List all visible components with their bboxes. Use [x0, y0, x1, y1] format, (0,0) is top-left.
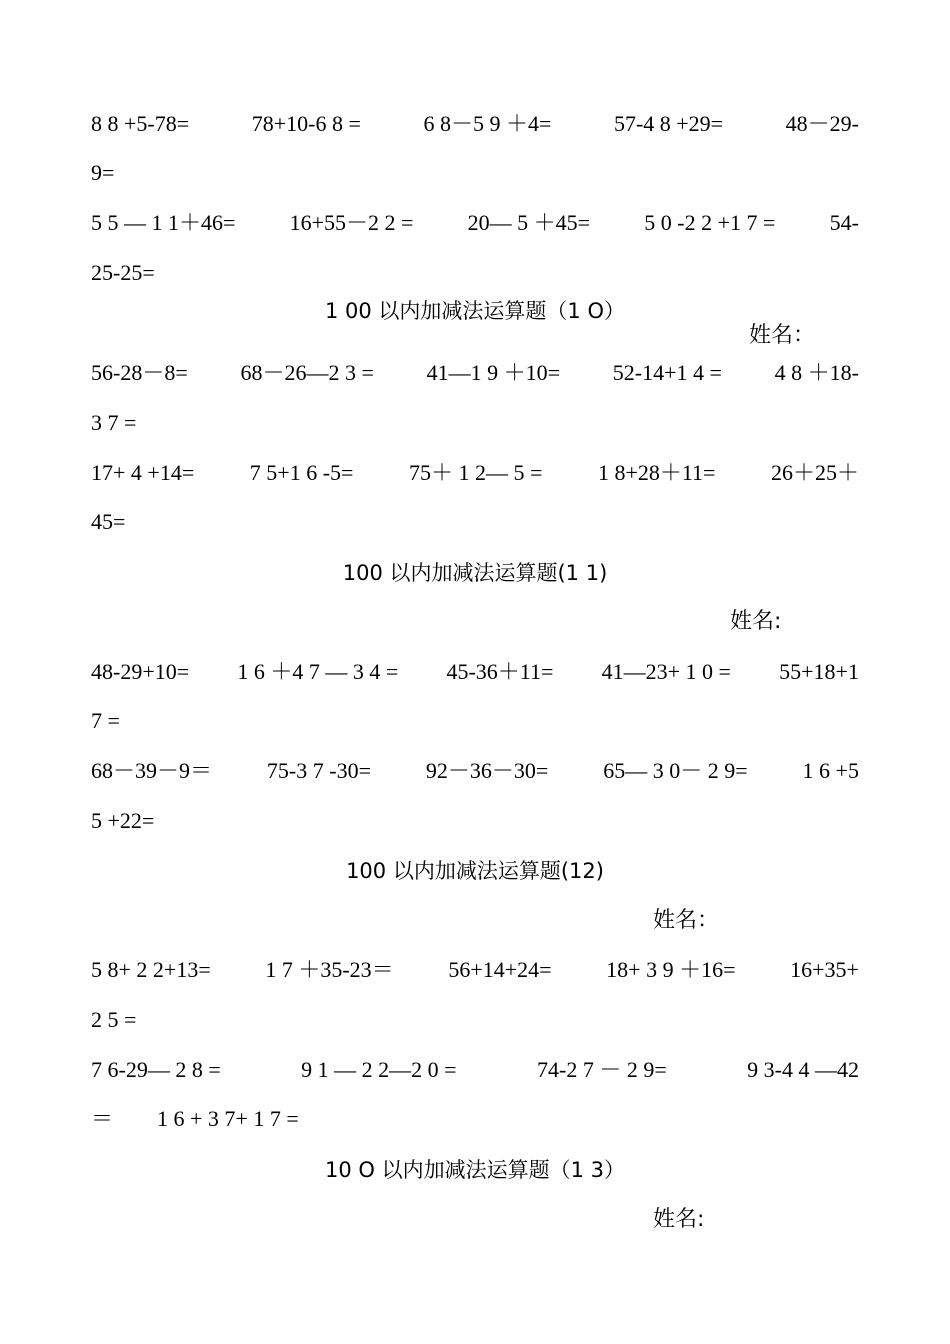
problem-wrap: 25-25=: [91, 260, 155, 285]
math-problem: 68－39－9＝: [91, 758, 213, 783]
math-problem: 17+ 4 +14=: [91, 460, 195, 485]
problem-row: [91, 358, 859, 388]
math-problem: 4 8 ＋18-: [774, 360, 859, 385]
problem-row: [91, 458, 859, 488]
math-problem: 48－29-: [785, 111, 859, 136]
name-label: 姓名：: [653, 908, 720, 933]
problem-row: [91, 1055, 859, 1085]
math-problem: 1 6 +5: [802, 758, 859, 783]
math-problem: 78+10-6 8 =: [251, 111, 361, 136]
section-title: 100 以内加减法运算题(12): [346, 859, 604, 883]
math-problem: 1 7 ＋35-23＝: [265, 957, 394, 982]
section-title: 100 以内加减法运算题(1 1): [342, 561, 608, 585]
problem-wrap: 3 7 =: [91, 410, 137, 435]
math-problem: 65— 3 0－ 2 9=: [603, 758, 748, 783]
math-problem: 54-: [829, 210, 859, 235]
math-problem: 1 8+28＋11=: [597, 460, 716, 485]
math-problem: 7 5+1 6 -5=: [249, 460, 354, 485]
problem-row: [91, 109, 859, 139]
math-problem: 16+55－2 2 =: [289, 210, 414, 235]
math-problem: 26＋25＋: [770, 460, 859, 485]
math-problem: 5 5 — 1 1＋46=: [91, 210, 236, 235]
problem-row: [91, 756, 859, 786]
problem-wrap: 5 +22=: [91, 808, 155, 833]
math-problem: 55+18+1: [779, 659, 859, 684]
math-problem: 56-28－8=: [91, 360, 188, 385]
math-problem: 57-4 8 +29=: [613, 111, 724, 136]
math-problem: 74-2 7 － 2 9=: [537, 1057, 667, 1082]
math-problem: 18+ 3 9 ＋16=: [606, 957, 736, 982]
problem-wrap: 2 5 =: [91, 1007, 137, 1032]
problem-wrap: 45=: [91, 509, 126, 534]
math-problem: 9 1 — 2 2—2 0 =: [301, 1057, 457, 1082]
math-problem: 6 8－5 9 ＋4=: [423, 111, 552, 136]
name-label: 姓名：: [749, 323, 816, 348]
math-problem: 75＋ 1 2— 5 =: [408, 460, 543, 485]
math-problem: 7 6-29— 2 8 =: [91, 1057, 221, 1082]
math-problem: 68－26—2 3 =: [240, 360, 374, 385]
math-problem: 41—1 9 ＋10=: [426, 360, 561, 385]
problem-row: [91, 208, 859, 238]
problem-wrap: 7 =: [91, 708, 120, 733]
name-label: 姓名:: [653, 1207, 705, 1232]
problem-row: [91, 657, 859, 687]
section-title: 10 O 以内加减法运算题（1 3）: [325, 1158, 625, 1182]
math-problem: 48-29+10=: [91, 659, 190, 684]
math-problem: 8 8 +5-78=: [91, 111, 190, 136]
problem-wrap: 9=: [91, 160, 115, 185]
math-problem: 52-14+1 4 =: [612, 360, 722, 385]
math-problem: 92－36－30=: [425, 758, 549, 783]
problem-row: [91, 955, 859, 985]
math-problem: 16+35+: [790, 957, 859, 982]
math-problem: 5 8+ 2 2+13=: [91, 957, 211, 982]
math-problem: 56+14+24=: [448, 957, 552, 982]
math-problem: 20— 5 ＋45=: [467, 210, 591, 235]
math-problem: 45-36＋11=: [446, 659, 554, 684]
math-problem: 75-3 7 -30=: [266, 758, 371, 783]
math-problem: 9 3-4 4 —42: [747, 1057, 859, 1082]
name-label: 姓名:: [730, 609, 782, 634]
problem-wrap: ＝ 1 6 + 3 7+ 1 7 =: [91, 1106, 299, 1131]
math-problem: 5 0 -2 2 +1 7 =: [644, 210, 776, 235]
math-problem: 1 6 ＋4 7 — 3 4 =: [237, 659, 399, 684]
math-problem: 41—23+ 1 0 =: [601, 659, 731, 684]
section-title: 1 00 以内加减法运算题（1 O）: [325, 299, 625, 323]
